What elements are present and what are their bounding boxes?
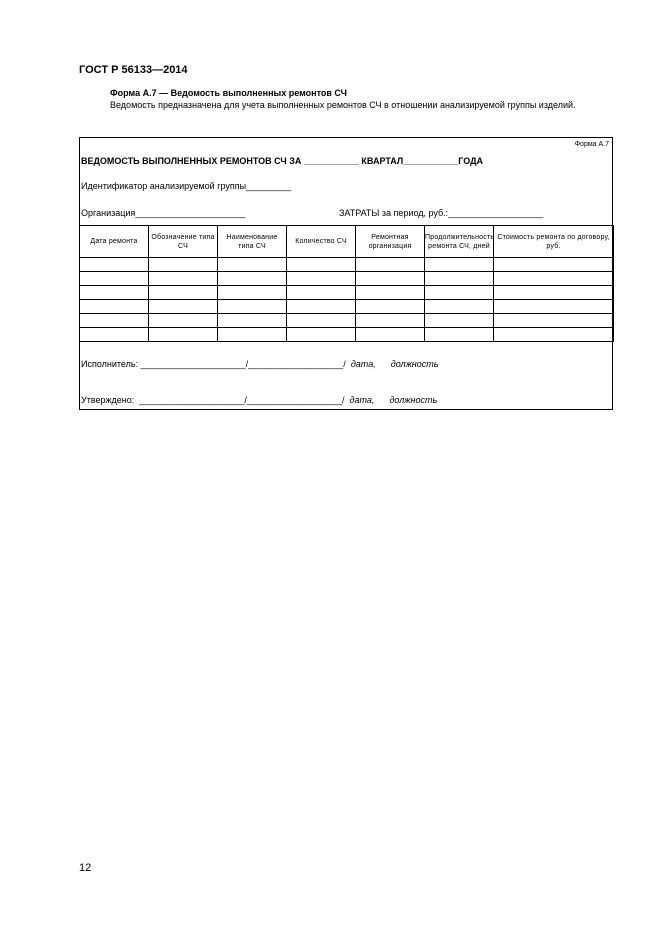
table-row xyxy=(80,258,614,272)
table-row xyxy=(80,286,614,300)
repairs-table xyxy=(79,225,614,342)
executor-label: Исполнитель: _____________________/___________________/ xyxy=(81,359,346,369)
document-header: ГОСТ Р 56133—2014 xyxy=(79,64,188,76)
approval-signature-line xyxy=(81,395,437,405)
table-row xyxy=(80,300,614,314)
approved-label: Утверждено: _____________________/___________________/ xyxy=(81,395,345,405)
form-description: Ведомость предназначена для учета выполненных ремонтов СЧ в отношении анализируемой группы изделий. xyxy=(110,100,576,110)
col-repair-organization: Ремонтная организация xyxy=(356,226,425,258)
col-part-type-name: Наименование типа СЧ xyxy=(218,226,287,258)
form-label: Форма А.7 xyxy=(574,141,609,148)
approved-position: должность xyxy=(389,395,438,405)
organization-field: Организация______________________ xyxy=(81,208,246,218)
approved-date: дата, xyxy=(349,395,375,405)
table-row xyxy=(80,314,614,328)
executor-signature-line xyxy=(81,359,438,369)
col-repair-duration: Продолжительность ремонта СЧ, дней xyxy=(425,226,494,258)
executor-position: должность xyxy=(390,359,439,369)
col-part-quantity: Количество СЧ xyxy=(287,226,356,258)
col-repair-date: Дата ремонта xyxy=(80,226,149,258)
executor-date: дата, xyxy=(350,359,376,369)
col-repair-cost: Стоимость ремонта по договору, руб. xyxy=(494,226,614,258)
page-number: 12 xyxy=(79,862,92,874)
table-header-row xyxy=(80,226,614,258)
form-box xyxy=(79,137,613,410)
table-row xyxy=(80,272,614,286)
form-title: ВЕДОМОСТЬ ВЫПОЛНЕННЫХ РЕМОНТОВ СЧ ЗА ___________ КВАРТАЛ___________ГОДА xyxy=(81,156,484,166)
col-part-type-code: Обозначение типа СЧ xyxy=(149,226,218,258)
table-row xyxy=(80,328,614,342)
form-heading: Форма А.7 — Ведомость выполненных ремонтов СЧ xyxy=(110,88,347,98)
costs-field: ЗАТРАТЫ за период, руб.:___________________ xyxy=(339,208,544,218)
group-id-field: Идентификатор анализируемой группы_________ xyxy=(81,181,292,191)
